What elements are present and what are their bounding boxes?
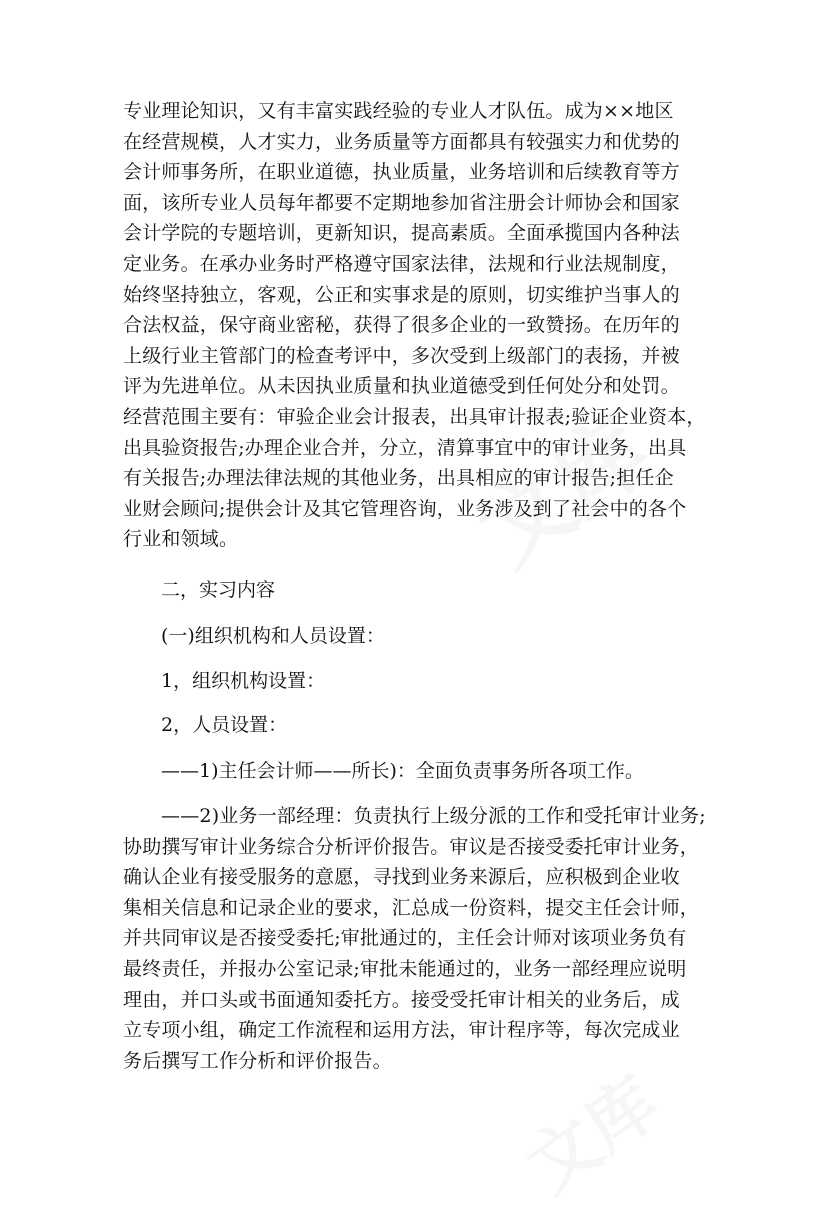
intro-paragraph <box>123 96 713 555</box>
paragraph-line: 理由，并口头或书面通知委托方。接受受托审计相关的业务后，成 <box>123 988 680 1011</box>
paragraph-line: 专业理论知识，又有丰富实践经验的专业人才队伍。成为××地区 <box>123 100 674 122</box>
paragraph-line: 业财会顾问;提供会计及其它管理咨询，业务涉及到了社会中的各个 <box>123 497 687 520</box>
paragraph-line: 面，该所专业人员每年都要不定期地参加省注册会计师协会和国家 <box>123 191 680 214</box>
paragraph-line: 务后撰写工作分析和评价报告。 <box>123 1049 392 1072</box>
subheading-org-personnel: (一)组织机构和人员设置： <box>161 625 385 647</box>
paragraph-line: 最终责任，并报办公室记录;审批未能通过的，业务一部经理应说明 <box>123 957 687 980</box>
paragraph-line: 上级行业主管部门的检查考评中，多次受到上级部门的表扬，并被 <box>123 344 680 367</box>
department-manager-paragraph-body <box>123 832 713 1077</box>
department-manager-paragraph <box>161 801 721 832</box>
paragraph-line: 行业和领域。 <box>123 528 239 551</box>
paragraph-line: 出具验资报告;办理企业合并，分立，清算事宜中的审计业务，出具 <box>123 436 687 459</box>
paragraph-line: 会计学院的专题培训，更新知识，提高素质。全面承揽国内各种法 <box>123 222 680 245</box>
paragraph-line: 并共同审议是否接受委托;审批通过的，主任会计师对该项业务负有 <box>123 927 687 950</box>
paragraph-line: 协助撰写审计业务综合分析评价报告。审议是否接受委托审计业务， <box>123 835 700 858</box>
paragraph-line: 始终坚持独立，客观，公正和实事求是的原则，切实维护当事人的 <box>123 283 680 306</box>
item-director: ——1)主任会计师——所长)：全面负责事务所各项工作。 <box>161 760 644 782</box>
paragraph-line: 有关报告;办理法律法规的其他业务，出具相应的审计报告;担任企 <box>123 467 674 490</box>
paragraph-line: 合法权益，保守商业密秘，获得了很多企业的一致赞扬。在历年的 <box>123 314 680 337</box>
paragraph-line: 评为先进单位。从未因执业质量和执业道德受到任何处分和处罚。 <box>123 375 680 398</box>
paragraph-line: 立专项小组，确定工作流程和运用方法，审计程序等，每次完成业 <box>123 1019 680 1042</box>
subheading-personnel-setup: 2，人员设置： <box>161 714 288 736</box>
paragraph-line: 会计师事务所，在职业道德，执业质量，业务培训和后续教育等方 <box>123 161 680 184</box>
paragraph-line: ——2)业务一部经理：负责执行上级分派的工作和受托审计业务; <box>161 805 706 827</box>
paragraph-line: 集相关信息和记录企业的要求，汇总成一份资料，提交主任会计师， <box>123 896 700 919</box>
paragraph-line: 经营范围主要有：审验企业会计报表，出具审计报表;验证企业资本， <box>123 405 706 428</box>
subheading-org-setup: 1，组织机构设置： <box>161 670 326 692</box>
section-heading-internship: 二，实习内容 <box>161 579 276 601</box>
paragraph-line: 确认企业有接受服务的意愿，寻找到业务来源后，应积极到企业收 <box>123 866 680 889</box>
paragraph-line: 定业务。在承办业务时严格遵守国家法律，法规和行业法规制度， <box>123 252 680 275</box>
paragraph-line: 在经营规模，人才实力，业务质量等方面都具有较强实力和优势的 <box>123 130 680 153</box>
